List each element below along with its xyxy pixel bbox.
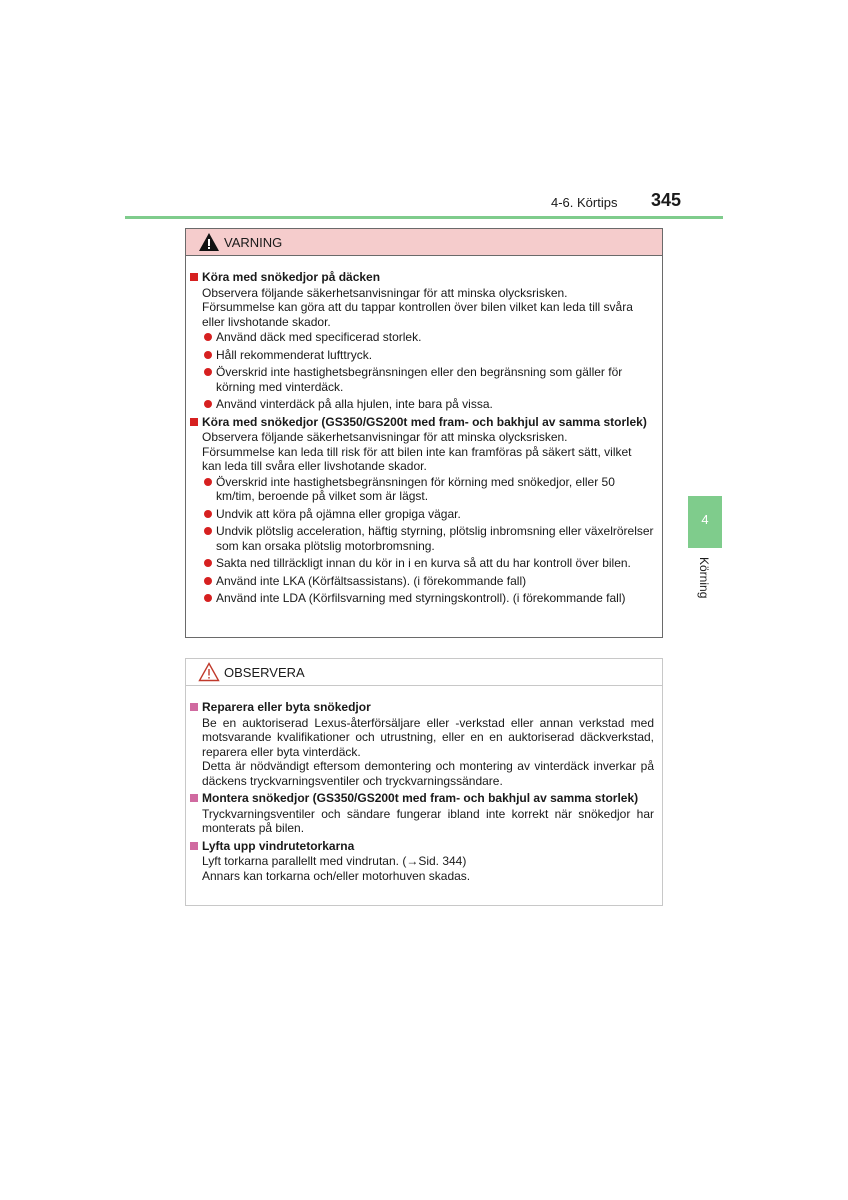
page-number: 345 (651, 190, 682, 210)
list-item: Håll rekommenderat lufttryck. (204, 348, 654, 363)
section-heading: Köra med snökedjor (GS350/GS200t med fram- och bakhjul av samma storlek) (190, 415, 654, 430)
notice-title: OBSERVERA (224, 664, 305, 680)
red-dot-icon (204, 510, 212, 518)
section-paragraph: Be en auktoriserad Lexus-återförsäljare eller -verkstad eller annan verkstad med motsvarande kvalifikationer och utrustning, eller en en auktoriserad däckverkstad, reparera eller byta vinterdäck. Detta är nödvändigt eftersom demontering och montering av vinterdäck inverkar på däckens tryckvarningsventiler och tryckvarningssändare. (202, 715, 654, 788)
pink-square-icon (190, 794, 198, 802)
notice-section (190, 700, 654, 788)
chapter-tab (688, 496, 722, 548)
warning-box (185, 228, 663, 638)
list-item: Undvik att köra på ojämna eller gropiga vägar. (204, 507, 654, 522)
section-paragraph: Observera följande säkerhetsanvisningar för att minska olycksrisken. Försummelse kan leda till risk för att bilen inte kan framföras på säkert sätt, vilket kan leda till svåra eller livshotande skador. (202, 430, 632, 473)
warning-triangle-icon (198, 232, 220, 252)
section-heading: Köra med snökedjor på däcken (190, 270, 654, 285)
list-item: Använd däck med specificerad storlek. (204, 330, 654, 345)
warning-title: VARNING (224, 234, 283, 250)
notice-section (190, 839, 654, 884)
section-heading: Reparera eller byta snökedjor (190, 700, 654, 715)
chapter-number: 4 (701, 512, 709, 527)
list-item: Använd inte LDA (Körfilsvarning med styrningskontroll). (i förekommande fall) (204, 591, 654, 606)
warning-section (190, 270, 654, 412)
list-item: Använd vinterdäck på alla hjulen, inte bara på vissa. (204, 397, 654, 412)
warning-section (190, 415, 654, 606)
warning-content (186, 256, 662, 606)
list-item: Undvik plötslig acceleration, häftig styrning, plötslig inbromsning eller växelrörelser som kan orsaka plötslig motorbromsning. (204, 524, 654, 553)
bullet-list (190, 330, 654, 412)
red-dot-icon (204, 594, 212, 602)
notice-section (190, 791, 654, 836)
warning-header (186, 229, 662, 256)
notice-content (186, 686, 662, 883)
notice-header (186, 659, 662, 686)
list-item: Överskrid inte hastighetsbegränsningen för körning med snökedjor, eller 50 km/tim, beroende på vilket som är lägst. (204, 475, 654, 504)
red-square-icon (190, 418, 198, 426)
header-rule (125, 216, 723, 219)
section-heading: Lyfta upp vindrutetorkarna (190, 839, 654, 854)
section-paragraph: Observera följande säkerhetsanvisningar för att minska olycksrisken. Försummelse kan göra att du tappar kontrollen över bilen vilket kan leda till svåra eller livshotande skador. (202, 285, 633, 329)
caution-triangle-icon (198, 662, 220, 682)
red-square-icon (190, 273, 198, 281)
red-dot-icon (204, 368, 212, 376)
pink-square-icon (190, 703, 198, 711)
pink-square-icon (190, 842, 198, 850)
red-dot-icon (204, 400, 212, 408)
notice-box (185, 658, 663, 906)
red-dot-icon (204, 577, 212, 585)
list-item: Använd inte LKA (Körfältsassistans). (i förekommande fall) (204, 574, 654, 589)
header-section-title: 4-6. Körtips (551, 195, 618, 210)
chapter-label: Körning (697, 557, 711, 599)
red-dot-icon (204, 527, 212, 535)
red-dot-icon (204, 478, 212, 486)
section-heading: Montera snökedjor (GS350/GS200t med fram- och bakhjul av samma storlek) (190, 791, 654, 806)
bullet-list (190, 475, 654, 606)
red-dot-icon (204, 333, 212, 341)
list-item: Sakta ned tillräckligt innan du kör in i en kurva så att du har kontroll över bilen. (204, 556, 654, 571)
red-dot-icon (204, 559, 212, 567)
list-item: Överskrid inte hastighetsbegränsningen eller den begränsning som gäller för körning med vinterdäck. (204, 365, 654, 394)
section-paragraph: Tryckvarningsventiler och sändare fungerar ibland inte korrekt när snökedjor har monterats på bilen. (202, 806, 654, 835)
red-dot-icon (204, 351, 212, 359)
section-paragraph: Lyft torkarna parallellt med vindrutan. (→Sid. 344) Annars kan torkarna och/eller motorhuven skadas. (202, 854, 471, 883)
